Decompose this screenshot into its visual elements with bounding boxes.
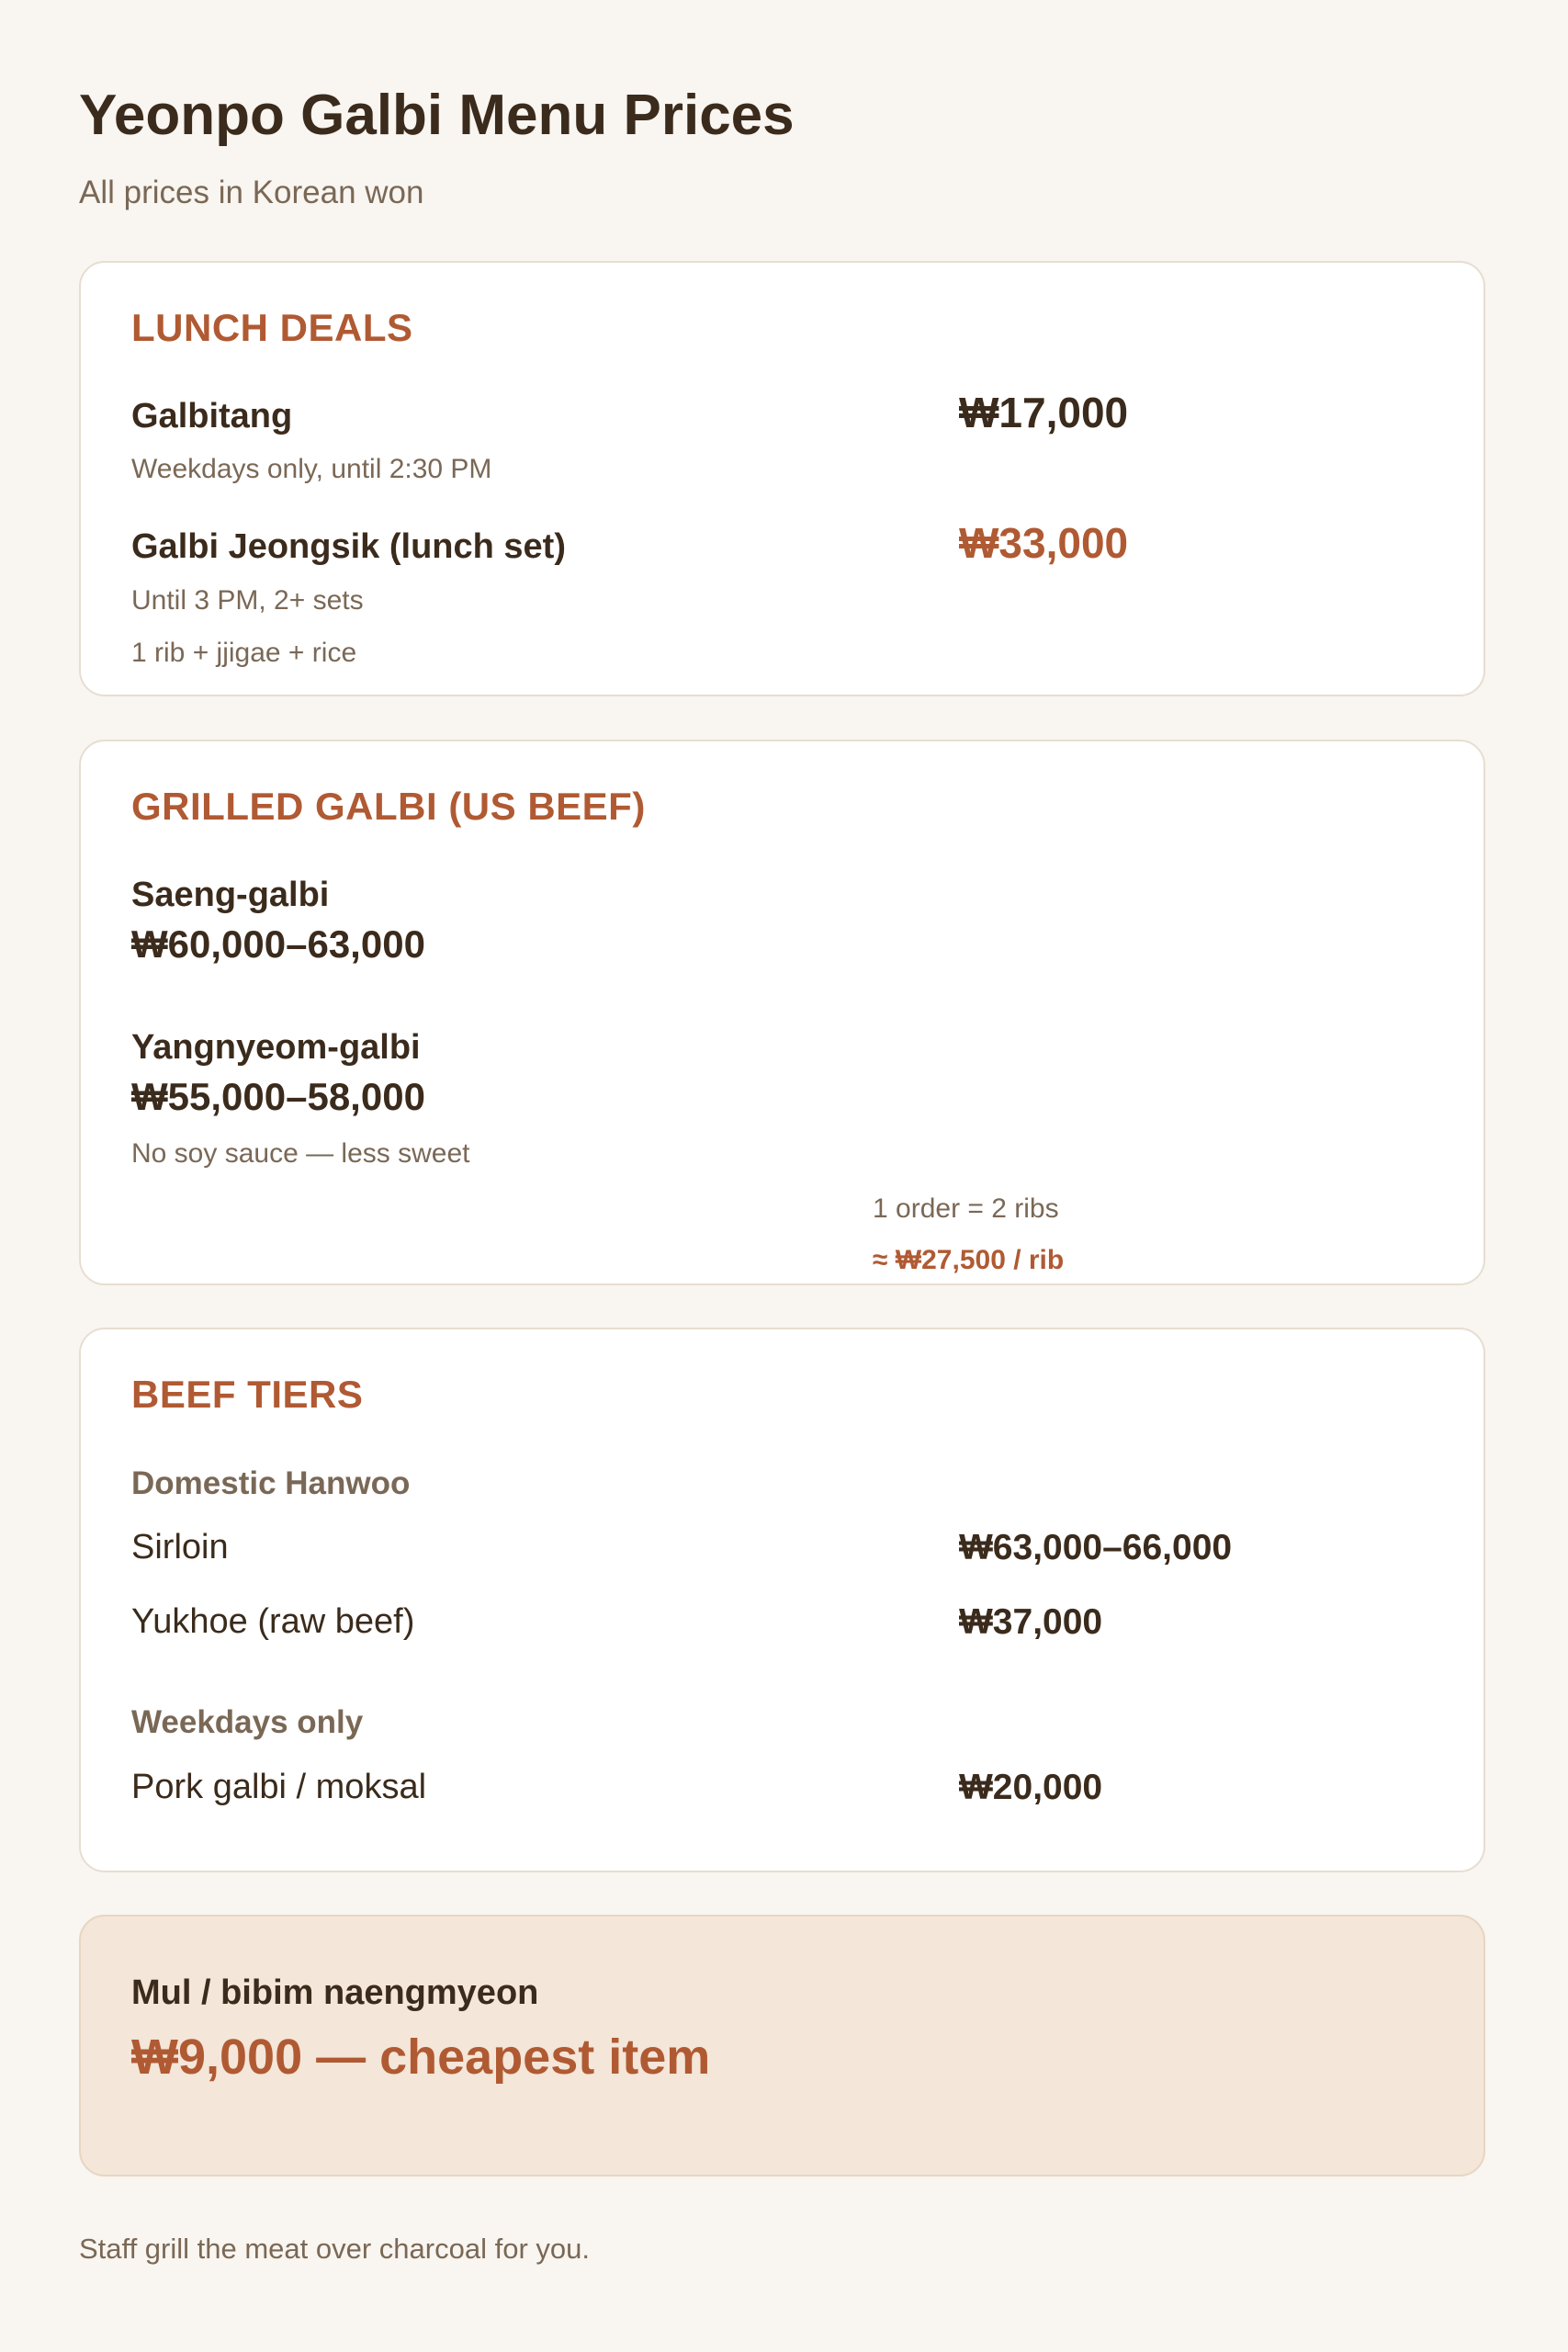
menu-item-yangnyeom-galbi-note: No soy sauce — less sweet xyxy=(131,1138,470,1169)
menu-item-jeongsik-contents: 1 rib + jjigae + rice xyxy=(131,638,357,668)
menu-item-jeongsik-name: Galbi Jeongsik (lunch set) xyxy=(131,527,566,566)
tier-group-domestic-hanwoo: Domestic Hanwoo xyxy=(131,1465,411,1501)
menu-item-jeongsik-note: Until 3 PM, 2+ sets xyxy=(131,585,364,616)
cheapest-item-card xyxy=(79,1915,1485,2177)
tier-item-pork-galbi-price: ₩20,000 xyxy=(959,1768,1103,1807)
menu-item-galbitang-name: Galbitang xyxy=(131,397,293,435)
menu-item-saeng-galbi-price: ₩60,000–63,000 xyxy=(131,922,425,966)
menu-item-yangnyeom-galbi-name: Yangnyeom-galbi xyxy=(131,1028,421,1067)
page-subtitle: All prices in Korean won xyxy=(79,175,424,210)
tier-item-pork-galbi-name: Pork galbi / moksal xyxy=(131,1768,427,1806)
cheapest-item-name: Mul / bibim naengmyeon xyxy=(131,1973,539,2012)
menu-item-saeng-galbi-name: Saeng-galbi xyxy=(131,876,330,914)
grilled-galbi-heading: GRILLED GALBI (US BEEF) xyxy=(131,785,646,828)
order-size-note: 1 order = 2 ribs xyxy=(873,1193,1059,1224)
page-title: Yeonpo Galbi Menu Prices xyxy=(79,84,795,147)
tier-group-weekdays-only: Weekdays only xyxy=(131,1704,364,1740)
lunch-deals-card xyxy=(79,261,1485,696)
tier-item-sirloin-price: ₩63,000–66,000 xyxy=(959,1528,1233,1567)
tier-item-sirloin-name: Sirloin xyxy=(131,1528,229,1566)
menu-item-galbitang-price: ₩17,000 xyxy=(959,389,1129,436)
per-rib-price: ≈ ₩27,500 / rib xyxy=(873,1245,1065,1275)
beef-tiers-card xyxy=(79,1328,1485,1872)
tier-item-yukhoe-name: Yukhoe (raw beef) xyxy=(131,1602,415,1641)
tier-item-yukhoe-price: ₩37,000 xyxy=(959,1602,1103,1642)
lunch-deals-heading: LUNCH DEALS xyxy=(131,306,413,349)
menu-item-yangnyeom-galbi-price: ₩55,000–58,000 xyxy=(131,1075,425,1118)
cheapest-item-price: ₩9,000 — cheapest item xyxy=(131,2030,711,2085)
menu-item-galbitang-note: Weekdays only, until 2:30 PM xyxy=(131,454,492,484)
beef-tiers-heading: BEEF TIERS xyxy=(131,1373,364,1416)
menu-item-jeongsik-price: ₩33,000 xyxy=(959,519,1129,567)
grilled-galbi-card xyxy=(79,740,1485,1285)
footer-note: Staff grill the meat over charcoal for you. xyxy=(79,2233,590,2265)
